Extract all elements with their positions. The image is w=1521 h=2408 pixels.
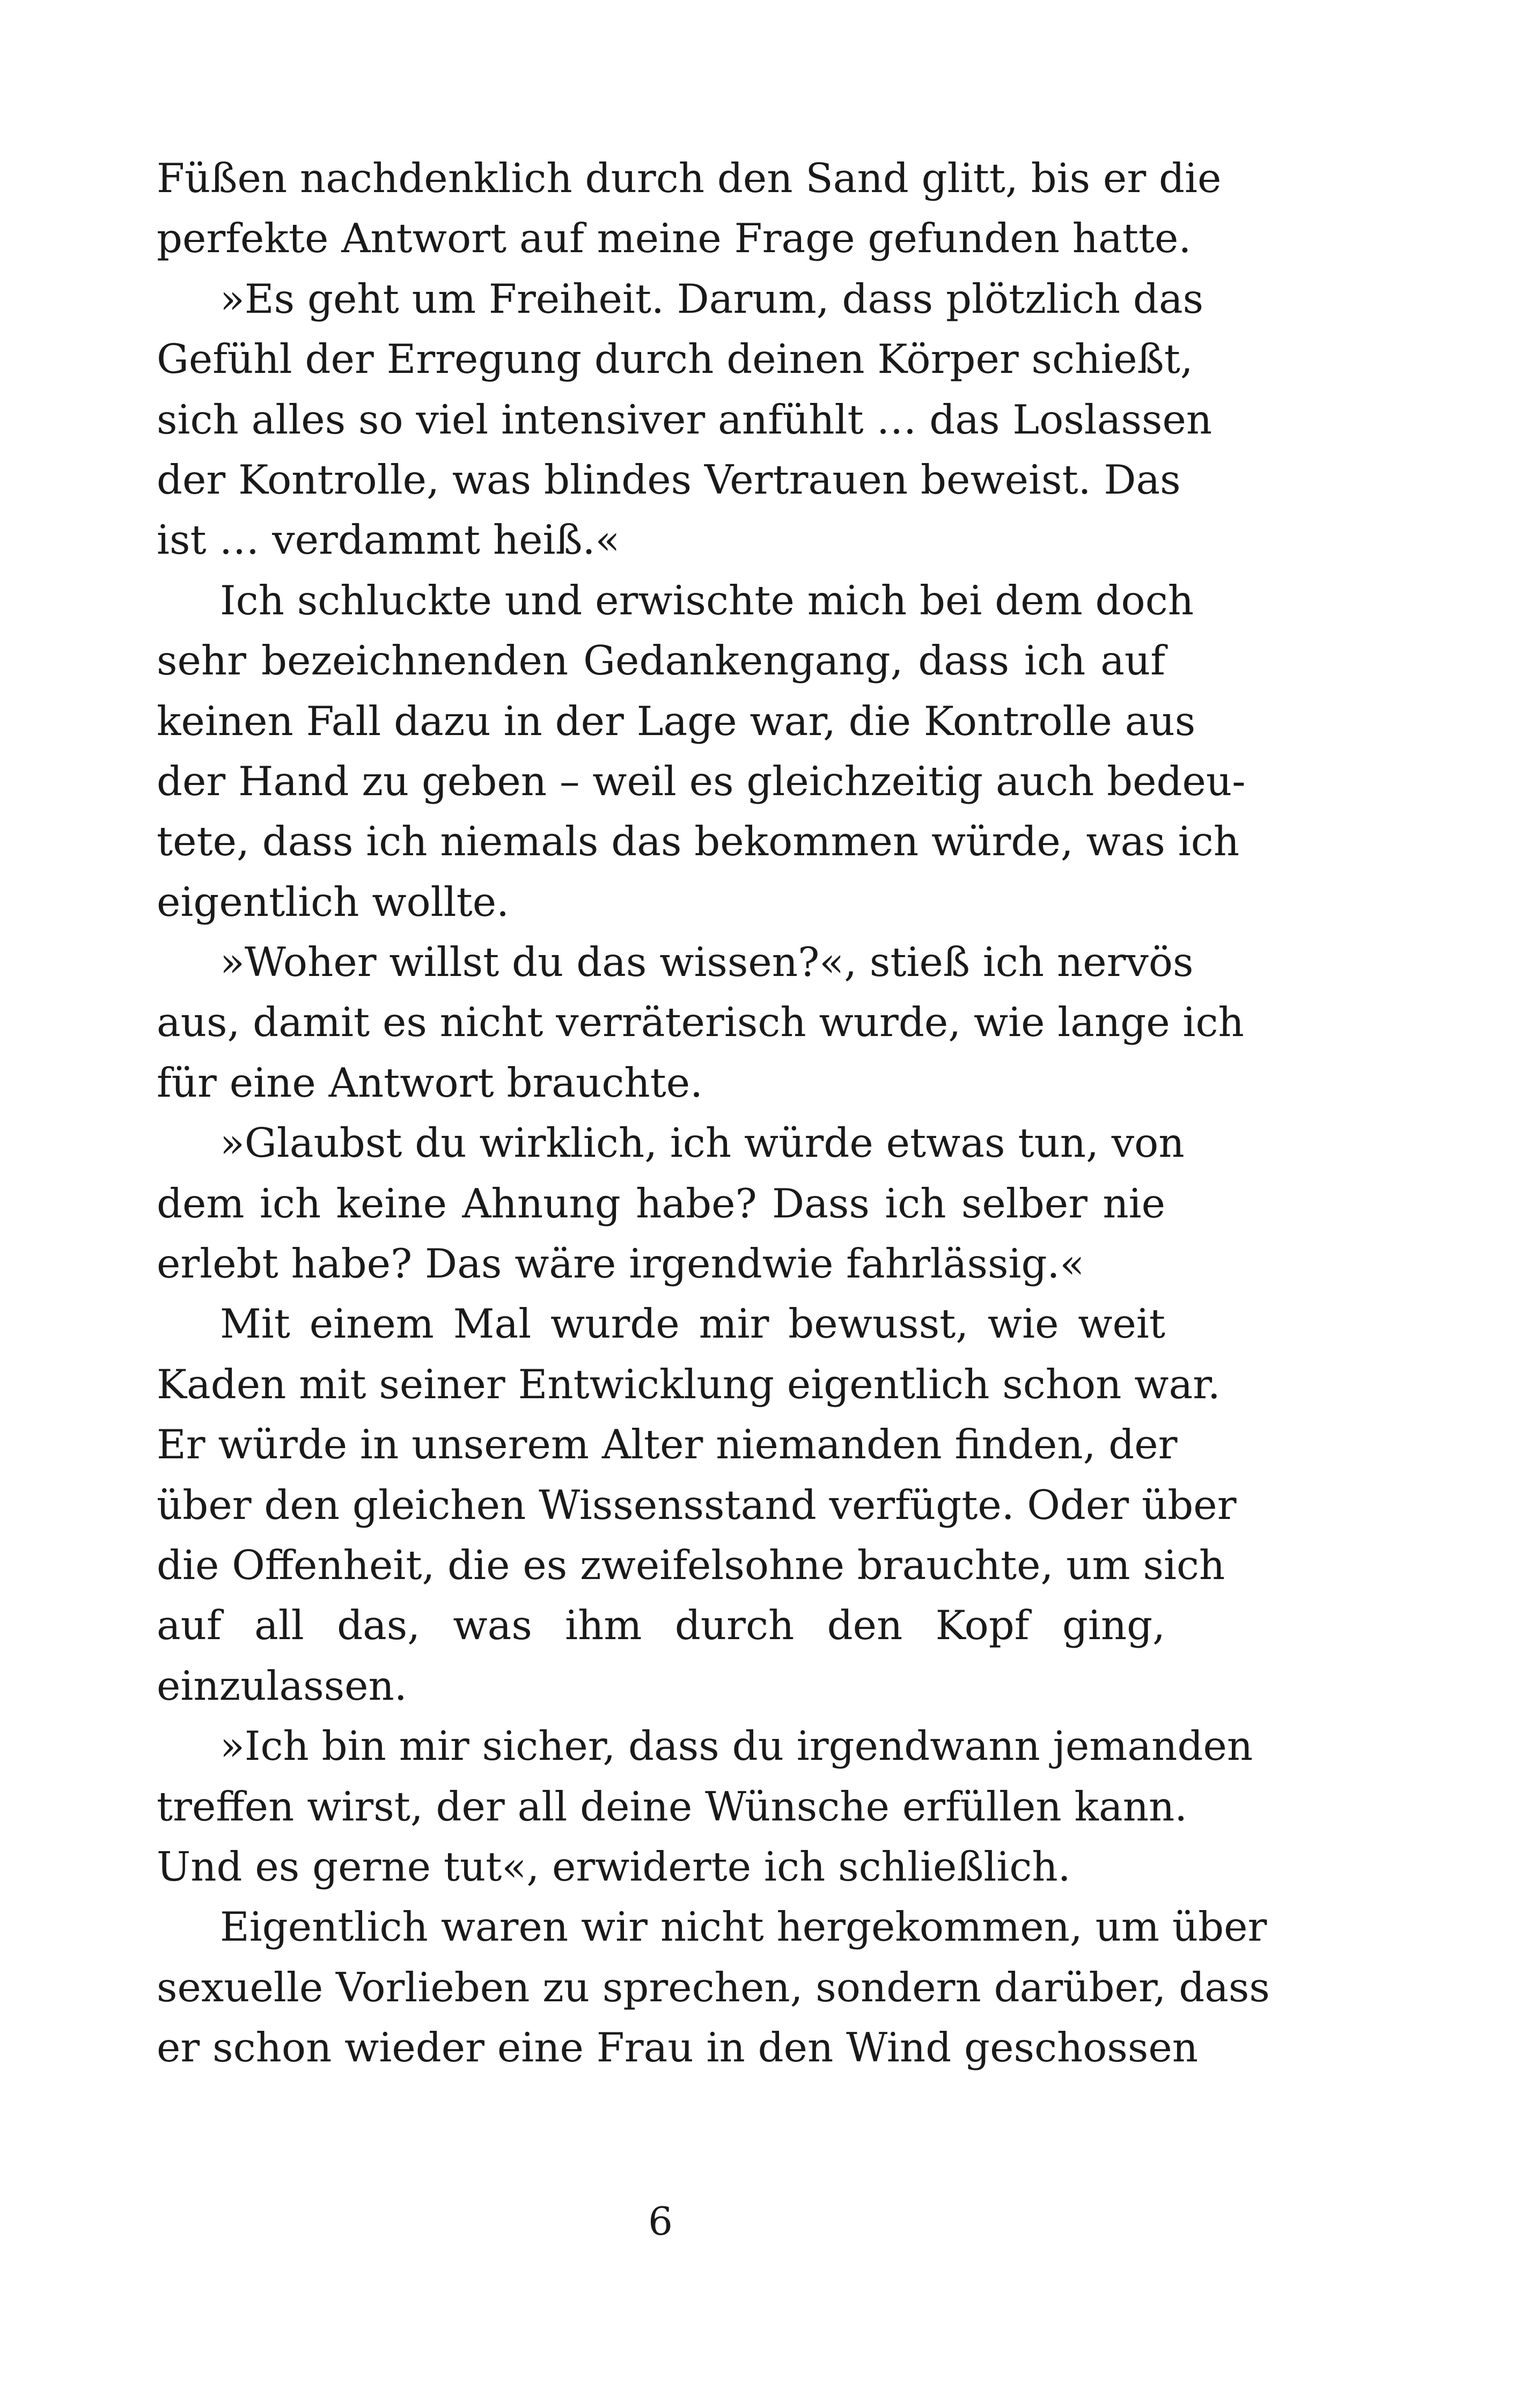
text-line: erlebt habe? Das wäre irgendwie fahrlässig.«: [157, 1240, 1085, 1288]
text-line: für eine Antwort brauchte.: [157, 1059, 703, 1106]
text-line: treffen wirst, der all deine Wünsche erfüllen kann.: [157, 1782, 1188, 1830]
text-line: Eigentlich waren wir nicht hergekommen, um über: [220, 1903, 1267, 1951]
text-line: Er würde in unserem Alter niemanden finden, der: [157, 1421, 1178, 1469]
text-line: der Hand zu geben – weil es gleichzeitig auch bedeu-: [157, 757, 1246, 805]
text-line: keinen Fall dazu in der Lage war, die Kontrolle aus: [157, 697, 1196, 745]
text-line: er schon wieder eine Frau in den Wind geschossen: [157, 2024, 1199, 2072]
text-line: sexuelle Vorlieben zu sprechen, sondern darüber, dass: [157, 1963, 1270, 2011]
text-line: Kaden mit seiner Entwicklung eigentlich schon war.: [157, 1360, 1221, 1408]
text-line: die Offenheit, die es zweifelsohne brauchte, um sich: [157, 1541, 1225, 1589]
text-line: eigentlich wollte.: [157, 878, 510, 926]
text-line: Mit einem Mal wurde mir bewusst, wie weit: [220, 1300, 1165, 1348]
text-line: Füßen nachdenklich durch den Sand glitt, bis er die: [157, 155, 1222, 202]
text-line: »Glaubst du wirklich, ich würde etwas tun, von: [220, 1119, 1185, 1167]
text-line: über den gleichen Wissensstand verfügte. Oder über: [157, 1481, 1237, 1529]
page-body-text: [157, 148, 1270, 2078]
text-line: Gefühl der Erregung durch deinen Körper schießt,: [157, 335, 1193, 383]
text-line: perfekte Antwort auf meine Frage gefunden hatte.: [157, 215, 1192, 262]
text-line: sich alles so viel intensiver anfühlt … das Loslassen: [157, 395, 1213, 443]
text-line: Ich schluckte und erwischte mich bei dem doch: [220, 576, 1194, 624]
text-line: dem ich keine Ahnung habe? Dass ich selber nie: [157, 1179, 1165, 1227]
text-line: auf all das, was ihm durch den Kopf ging,: [157, 1602, 1165, 1649]
text-line: sehr bezeichnenden Gedankengang, dass ich auf: [157, 637, 1165, 685]
text-line: ist … verdammt heiß.«: [157, 516, 620, 564]
text-line: Und es gerne tut«, erwiderte ich schließlich.: [157, 1842, 1071, 1890]
text-line: »Woher willst du das wissen?«, stieß ich nervös: [220, 938, 1194, 986]
text-line: »Es geht um Freiheit. Darum, dass plötzlich das: [220, 275, 1204, 322]
page-number: 6: [648, 2199, 673, 2244]
text-line: »Ich bin mir sicher, dass du irgendwann jemanden: [220, 1722, 1253, 1770]
text-line: tete, dass ich niemals das bekommen würde, was ich: [157, 818, 1240, 865]
text-line: der Kontrolle, was blindes Vertrauen beweist. Das: [157, 456, 1181, 503]
text-line: einzulassen.: [157, 1662, 407, 1709]
text-line: aus, damit es nicht verräterisch wurde, wie lange ich: [157, 999, 1244, 1046]
